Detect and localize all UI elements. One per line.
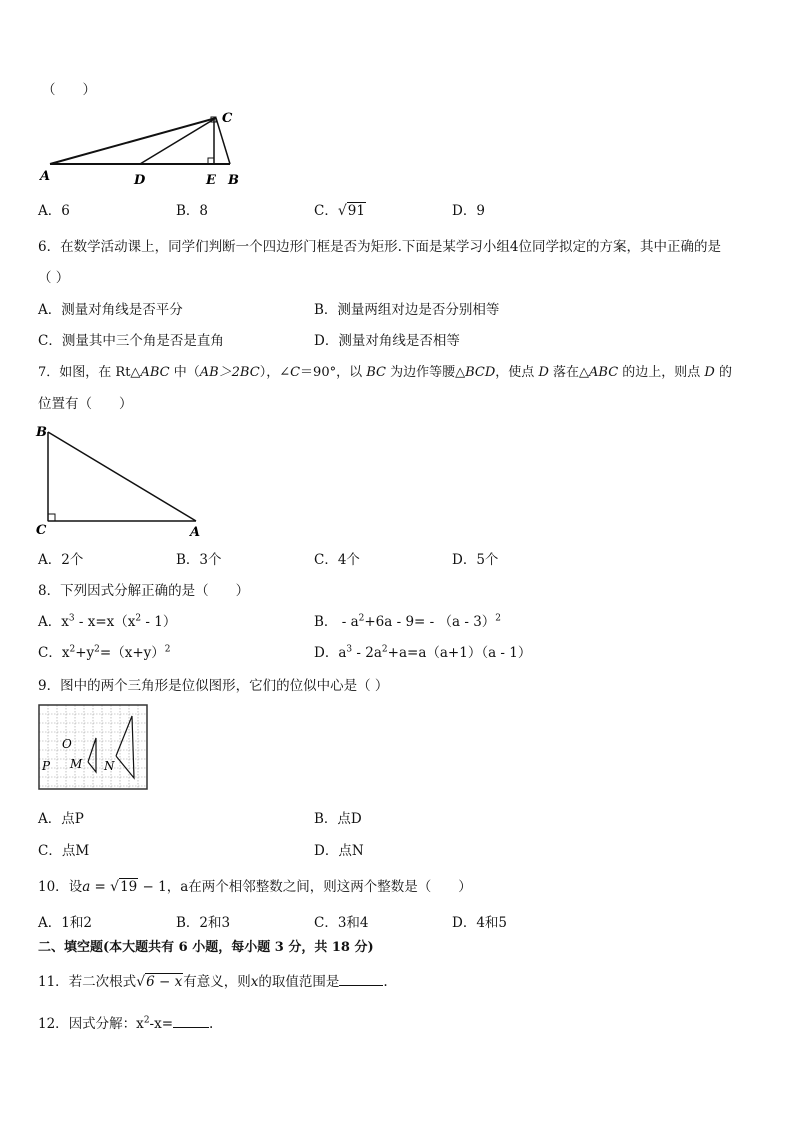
label-n: N bbox=[104, 759, 115, 773]
label-b: B bbox=[36, 425, 47, 440]
q9-option-d[interactable]: D．点N bbox=[314, 843, 364, 859]
label-d: D bbox=[134, 173, 146, 188]
label-e: E bbox=[206, 173, 216, 188]
q5-option-b[interactable]: B．8 bbox=[176, 203, 209, 219]
q8-option-b[interactable]: B． - $a^2+6a - 9= - (a - 3)^2$ bbox=[314, 613, 502, 630]
q12-stem: 12．因式分解：$x^2-x=$ . bbox=[38, 1013, 213, 1034]
segment-ba bbox=[48, 432, 196, 521]
q7-option-a[interactable]: A．2个 bbox=[38, 552, 84, 568]
label-a: A bbox=[40, 169, 51, 184]
segment-dc bbox=[140, 118, 216, 164]
large-triangle bbox=[116, 716, 134, 778]
q7-right-triangle-figure bbox=[34, 422, 214, 542]
q5-stem-tail: （ ） bbox=[42, 82, 96, 98]
q7-option-d[interactable]: D．5个 bbox=[452, 552, 499, 568]
q5-option-d[interactable]: D．9 bbox=[452, 203, 485, 219]
right-angle-mark-c bbox=[48, 514, 55, 521]
label-p: P bbox=[42, 759, 51, 773]
q9-grid-figure bbox=[38, 704, 150, 792]
q9-stem: 9．图中的两个三角形是位似图形，它们的位似中心是（ ） bbox=[38, 678, 389, 694]
q10-option-a[interactable]: A．1和2 bbox=[38, 915, 92, 931]
q5-option-c[interactable]: C．√91 bbox=[314, 203, 365, 219]
q9-option-b[interactable]: B．点D bbox=[314, 811, 362, 827]
section-title-fill-in: 二、填空题(本大题共有 6 小题，每小题 3 分，共 18 分) bbox=[38, 940, 374, 955]
q6-option-d[interactable]: D．测量对角线是否相等 bbox=[314, 333, 460, 349]
small-triangle bbox=[88, 738, 96, 772]
segment-ac bbox=[50, 118, 216, 164]
q10-option-c[interactable]: C．3和4 bbox=[314, 915, 369, 931]
label-a: A bbox=[190, 525, 201, 540]
q7-option-c[interactable]: C．4个 bbox=[314, 552, 360, 568]
label-m: M bbox=[70, 757, 83, 771]
q10-option-d[interactable]: D．4和5 bbox=[452, 915, 508, 931]
q7-stem: 7．如图，在 Rt△ABC 中（AB＞2BC），∠C＝90°，以 BC 为边作等腰△BCD，使点 D 落在△ABC 的边上，则点 D 的 bbox=[38, 365, 732, 380]
q6-stem: 6．在数学活动课上，同学们判断一个四边形门框是否为矩形.下面是某学习小组4位同学拟定的方案，其中正确的是 bbox=[38, 239, 721, 255]
q7-option-b[interactable]: B．3个 bbox=[176, 552, 222, 568]
q5-option-a[interactable]: A．6 bbox=[38, 203, 70, 219]
label-b: B bbox=[228, 173, 239, 188]
q9-option-a[interactable]: A．点P bbox=[38, 811, 84, 827]
q7-stem-line2: 位置有（ ） bbox=[38, 396, 133, 412]
q10-stem: 10．设a = √19 − 1，a在两个相邻整数之间，则这两个整数是（ ） bbox=[38, 879, 472, 895]
q6-stem-line2: （ ） bbox=[38, 270, 70, 286]
q6-option-c[interactable]: C．测量其中三个角是否是直角 bbox=[38, 333, 224, 349]
q6-option-a[interactable]: A．测量对角线是否平分 bbox=[38, 302, 183, 318]
label-c: C bbox=[36, 523, 47, 538]
q8-option-a[interactable]: A．$x^3 - x=x(x^2 - 1)$ bbox=[38, 613, 177, 630]
q10-option-b[interactable]: B．2和3 bbox=[176, 915, 231, 931]
q5-triangle-figure bbox=[38, 108, 258, 198]
q9-option-c[interactable]: C．点M bbox=[38, 843, 90, 859]
q6-option-b[interactable]: B．测量两组对边是否分别相等 bbox=[314, 302, 500, 318]
q8-option-c[interactable]: C．$x^2+y^2=(x+y)^2$ bbox=[38, 644, 171, 661]
q8-option-d[interactable]: D．$a^3 - 2a^2+a=a(a+1)(a - 1)$ bbox=[314, 644, 532, 661]
label-o: O bbox=[62, 737, 72, 751]
q12-answer-blank[interactable] bbox=[173, 1013, 209, 1028]
label-c: C bbox=[222, 111, 233, 126]
q8-stem: 8．下列因式分解正确的是（ ） bbox=[38, 583, 250, 599]
q11-answer-blank[interactable] bbox=[339, 971, 383, 986]
q11-stem: 11．若二次根式√6 − x有意义，则x的取值范围是 . bbox=[38, 971, 388, 992]
